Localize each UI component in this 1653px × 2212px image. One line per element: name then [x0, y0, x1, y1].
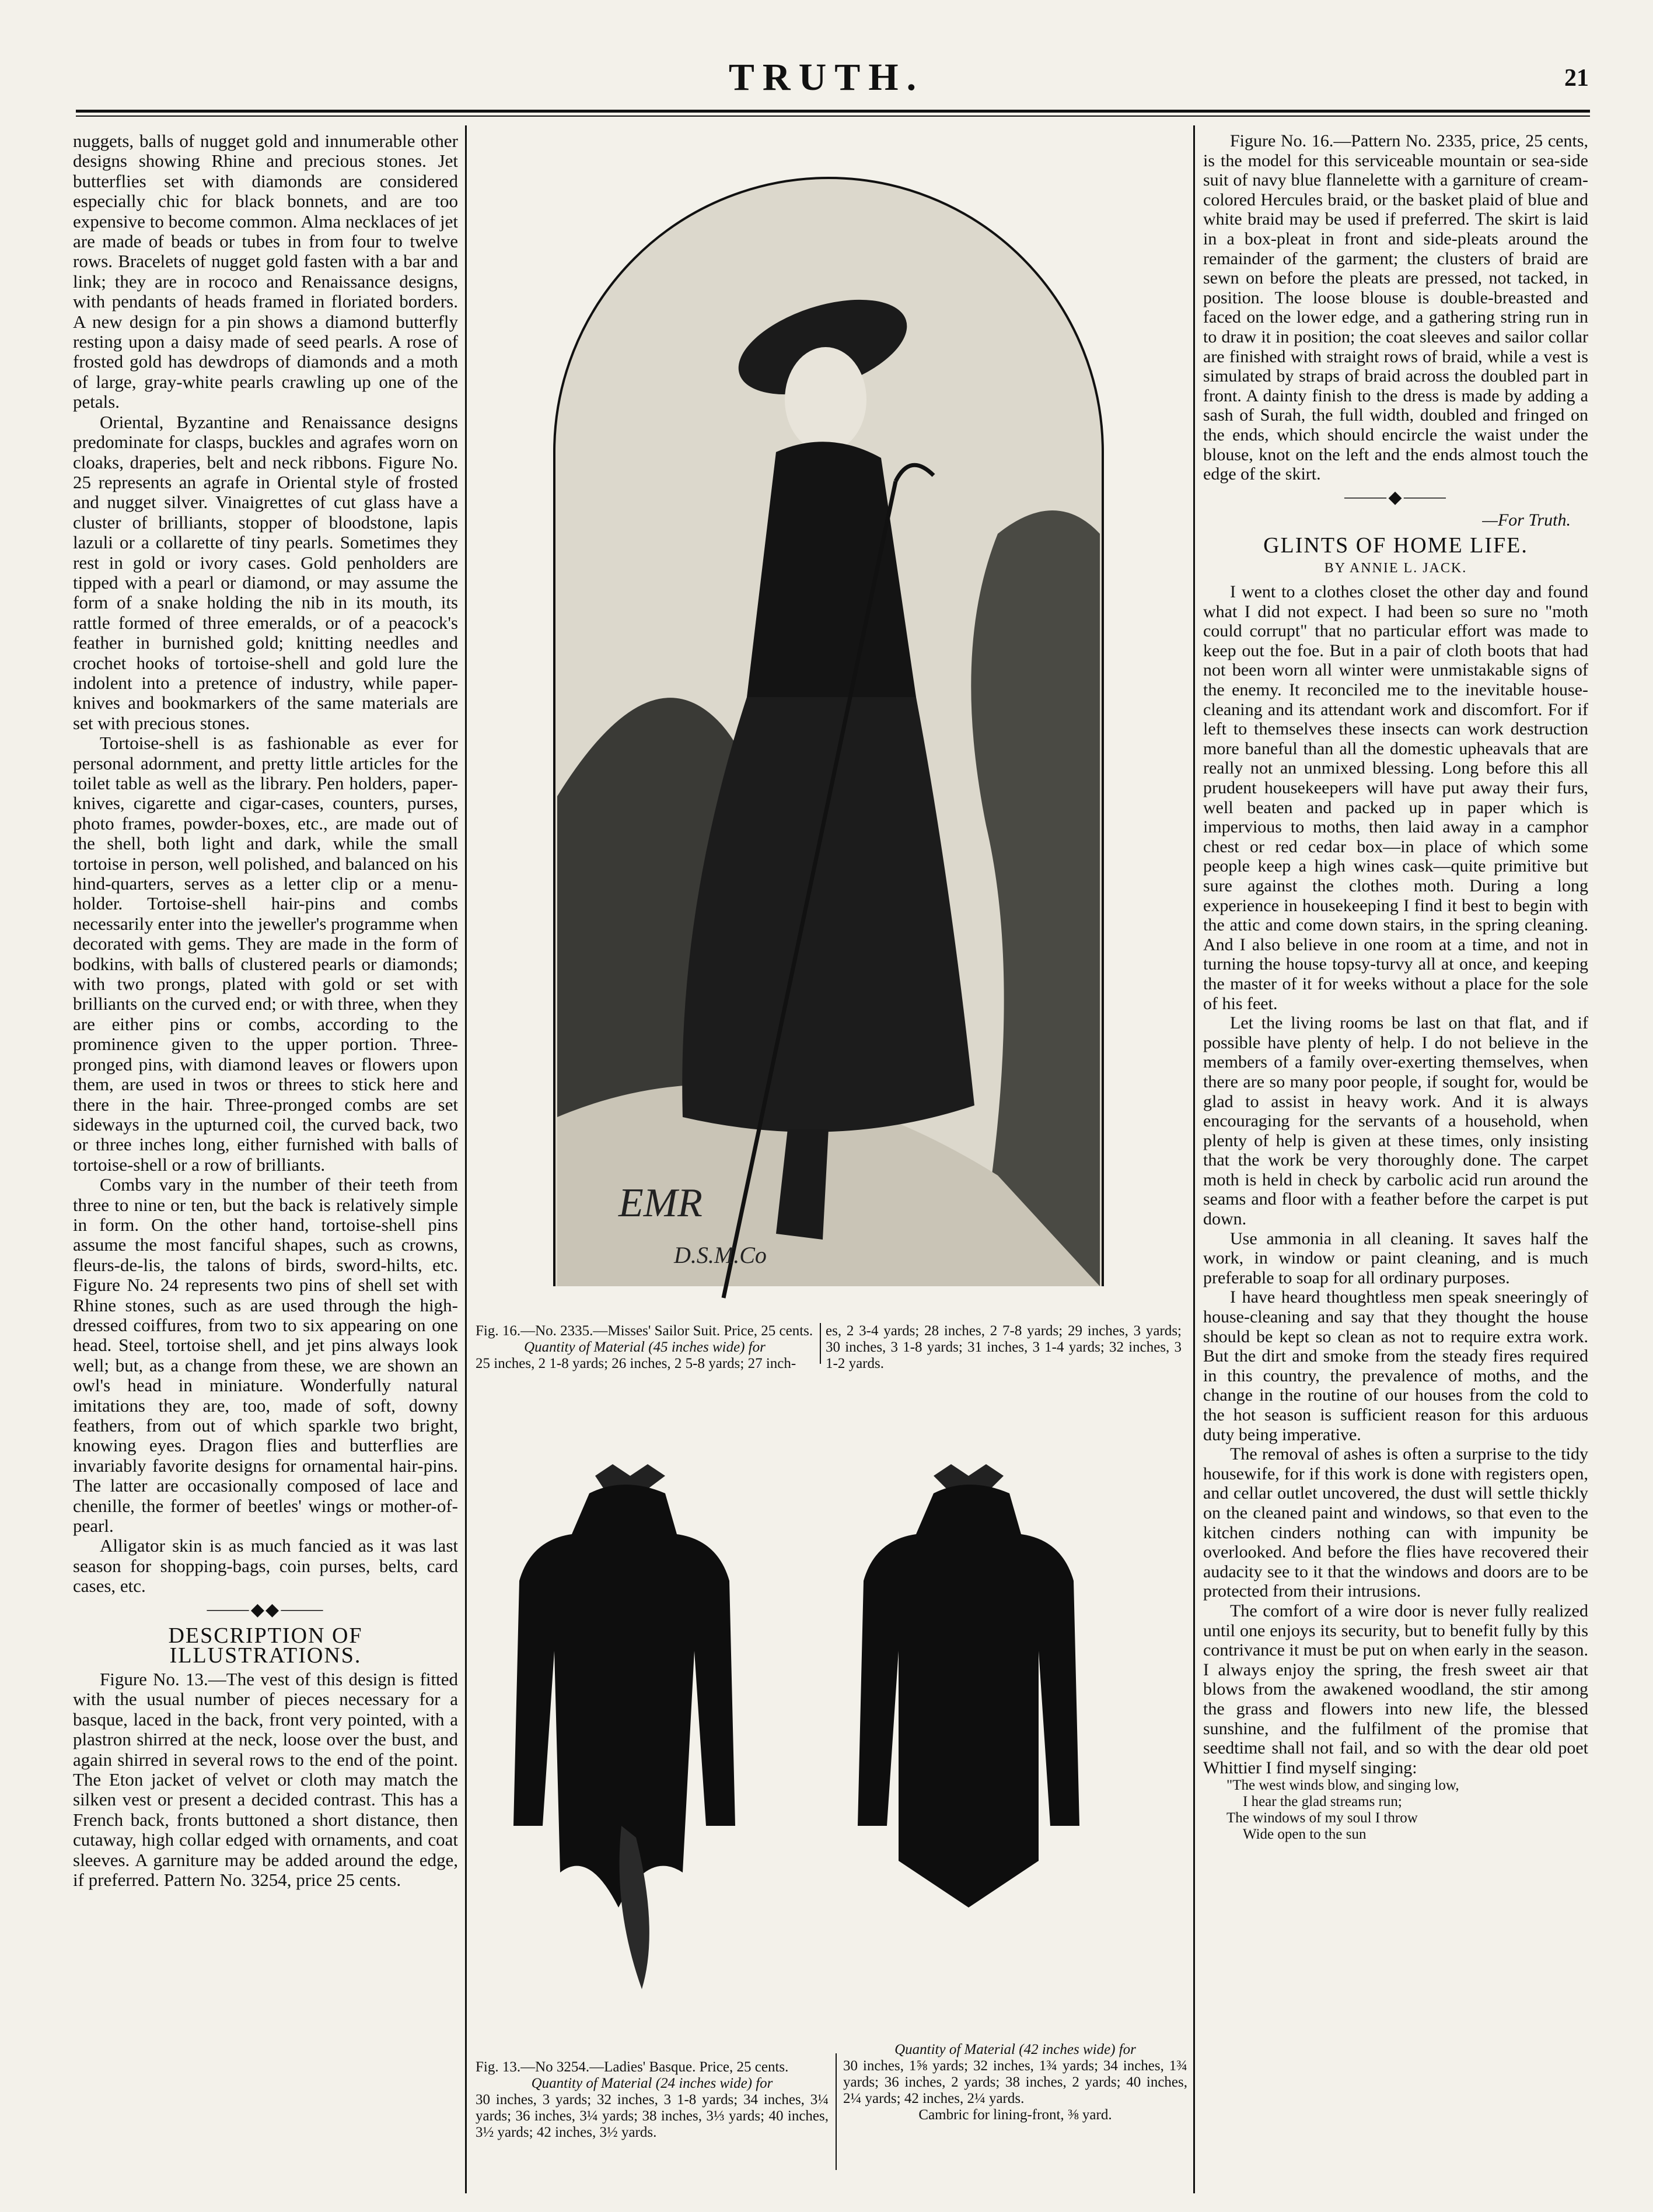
- poem-line: Wide open to the sun: [1243, 1826, 1367, 1843]
- masthead-rule-top: [76, 110, 1590, 113]
- figure-13-caption-right-material: Quantity of Material (42 inches wide) for: [894, 2042, 1136, 2057]
- figure-16-caption-left: [476, 1323, 814, 1372]
- left-paragraph: Alligator skin is as much fancied as it was last season for shopping-bags, coin purses, belts, card cases, etc.: [73, 1535, 458, 1597]
- figure-13-illustration: [473, 1464, 1187, 2030]
- left-paragraph: Combs vary in the number of their teeth from three to nine or ten, but the back is relatively simple in form. On the other hand, tortoise-shell pins assume the most fanciful shapes, such as crowns, fleurs-de-lis, the talons of birds, sword-hilts, etc. Figure No. 24 represents two pins of shell set with Rhine stones, such as are used through the high-dressed coiffures, from two to six appearing on one head. Steel, tortoise shell, and jet pins always look well; but, as a change from these, we are shown an owl's head in miniature. Wonderfully natural imitations they are, too, made of soft, downy feathers, from out of which sparkle two bright, knowing eyes. Dragon flies and butterflies are invariably favorite designs for ornamental hair-pins. The latter are occasionally composed of lace and chenille, the former of beetles' wings or mother-of-pearl.: [73, 1174, 458, 1536]
- masthead-rule-bottom: [76, 116, 1590, 117]
- poem-line: "The west winds blow, and singing low,: [1226, 1777, 1459, 1794]
- left-paragraph: Tortoise-shell is as fashionable as ever for personal adornment, and pretty little articles for the toilet table as well as the library. Pen holders, paper-knives, cigarette and cigar-cases, counters, purses, photo frames, powder-boxes, etc., are made out of the shell, both light and dark, while the small tortoise in person, well polished, and balanced on his hind-quarters, serves as a letter clip or a menu-holder. Tortoise-shell hair-pins and combs necessarily enter into the jeweller's programme when decorated with gems. They are made in the form of bodkins, with balls of clustered pearls or diamonds; with two prongs, plated with gold or set with brilliants on the curved end; or with three, when they are either pins or combs, according to the prominence given to the upper portion. Three-pronged pins, with diamond leaves or flowers upon them, are used in twos or threes to stick here and there in the hair. Three-pronged combs are set sideways in the upturned coil, the curved back, two or three inches long, either furnished with balls of tortoise-shell or a row of brilliants.: [73, 733, 458, 1175]
- article-source: —For Truth.: [1482, 510, 1571, 530]
- poem-line: The windows of my soul I throw: [1226, 1810, 1418, 1826]
- artist-signature: EMR: [618, 1181, 703, 1226]
- article-byline: BY ANNIE L. JACK.: [1324, 561, 1467, 576]
- description-paragraph: Figure No. 13.—The vest of this design is fitted with the usual number of pieces necessary for a basque, laced in the back, front very pointed, with a plastron shirred at the neck, loose over the bust, and again shirred in several rows to the end of the point. The Eton jacket of velvet or cloth may match the silken vest or present a decided contrast. This has a French back, fronts buttoned a short distance, then cutaway, high collar edged with ornaments, and coat sleeves. A garniture may be added around the edge, if preferred. Pattern No. 3254, price 25 cents.: [73, 1668, 458, 1890]
- figure-13-caption-left: [476, 2059, 829, 2141]
- figure-16-caption-material: Quantity of Material (45 inches wide) for: [524, 1339, 766, 1355]
- section-ornament: ⸻◆⸻: [1343, 487, 1448, 507]
- masthead-title: TRUTH.: [728, 56, 925, 99]
- figure-16-description: Figure No. 16.—Pattern No. 2335, price, 25 cents, is the model for this serviceable mountain or sea-side suit of navy blue flannelette with a garniture of cream-colored Hercules braid, or the basket plaid of blue and white braid may be used if preferred. The skirt is laid in a box-pleat in front and side-pleats around the remainder of the garment; the clusters of braid are sewn on before the pleats are pressed, not tacked, in position. The loose blouse is double-breasted and faced on the lower edge, and a gathering string run in to draw it in position; the coat sleeves and sailor collar are finished with straight rows of braid, while a vest is simulated by straps of braid across the doubled part in front. A dainty finish to the dress is made by adding a sash of Surah, the full width, doubled and fringed on the ends, which should encircle the waist under the blouse, knot on the left and the ends almost touch the edge of the skirt.: [1203, 131, 1588, 484]
- figure-13-caption-title: Fig. 13.—No 3254.—Ladies' Basque. Price, 25 cents.: [476, 2059, 789, 2075]
- engraver-signature: D.S.M.Co: [674, 1242, 767, 1268]
- basque-back-view: [858, 1464, 1079, 1908]
- section-ornament: ⸻◆◆⸻: [206, 1600, 325, 1619]
- poem-quote: [1226, 1777, 1588, 1843]
- left-paragraph: Oriental, Byzantine and Renaissance designs predominate for clasps, buckles and agrafes worn on cloaks, draperies, belt and neck ribbons. Figure No. 25 represents an agrafe in Oriental style of frosted and nugget silver. Vinaigrettes of cut glass have a cluster of brilliants, stopper of bloodstone, lapis lazuli or a collarette of tiny pearls. Sometimes they rest in gold or ivory cases. Gold penholders are tipped with a pearl or diamond, or may assume the form of a snake holding the nib in its mouth, its rattle formed of three emeralds, or of a peacock's feather in burnished gold; knitting needles and crochet hooks of tortoise-shell and gold lure the indolent into a pretence of industry, while paper-knives and bookmarkers of the same materials are set with precious stones.: [73, 411, 458, 733]
- right-column: [1203, 131, 1588, 2199]
- article-paragraph: The removal of ashes is often a surprise to the tidy housewife, for if this work is done with registers open, and cellar outlet uncovered, the dust will settle thickly on the cleaned paint and windows, so that even to the kitchen cinders nothing can with impunity be overlooked. And before the flies have recovered their audacity see to it that the windows and doors are to be protected from their intrusions.: [1203, 1444, 1588, 1601]
- article-paragraph: I have heard thoughtless men speak sneeringly of house-cleaning and say that they thought the house should be kept so clean as not to require extra work. But the dirt and smoke from the steady fires required in this country, the prevalence of moths, and the change in the routine of our houses from the cold to the hot season is sufficient reason for this arduous duty being imperative.: [1203, 1287, 1588, 1444]
- article-paragraph: I went to a clothes closet the other day and found what I did not expect. I had been so sure no "moth could corrupt" that no particular effort was made to keep out the foe. But in a pair of cloth boots that had not been worn all winter were unmistakable signs of the enemy. It reconciled me to the inevitable house-cleaning and its attendant work and discomfort. For if left to themselves these insects can work destruction more baneful than all the domestic upheavals that are really not an unmixed blessing. Long before this all prudent housekeepers will have put away their furs, well beaten and packed up in paper which is impervious to moths, then laid away in a camphor chest or red cedar box—in place of which some people keep a high wines cask—quite primitive but sure against the clothes moth. During a long experience in housekeeping I find it best to begin with the attic and come down stairs, in the spring cleaning. And I also believe in one room at a time, and not in turning the house topsy-turvy all at once, and keeping the master of it for weeks without a place for the sole of his feet.: [1203, 582, 1588, 1013]
- article-paragraph: Let the living rooms be last on that flat, and if possible have plenty of help. I do not believe in the members of a family over-exerting themselves, when there are so many poor people, if sought for, would be glad to assist in heavy work. And it is always encouraging for the servants of a household, when plenty of help is given at these times, only insisting that the work be very thoroughly done. The carpet moth is held in check by carbolic acid run around the seams and floor with a feather before the carpet is put down.: [1203, 1013, 1588, 1229]
- figure-16-caption-title: Fig. 16.—No. 2335.—Misses' Sailor Suit. Price, 25 cents.: [476, 1323, 813, 1339]
- basque-front-view: [513, 1464, 735, 1989]
- left-column: [73, 131, 458, 2199]
- caption-divider: [820, 1323, 821, 1364]
- figure-13-caption-material: Quantity of Material (24 inches wide) for: [531, 2076, 773, 2091]
- figure-16-caption-quantities: 25 inches, 2 1-8 yards; 26 inches, 2 5-8 yards; 27 inch-: [476, 1356, 796, 1371]
- figure-16-illustration: [473, 125, 1187, 1315]
- figure-16-caption-right: es, 2 3-4 yards; 28 inches, 2 7-8 yards; 29 inches, 3 yards; 30 inches, 3 1-8 yards; 31 inches, 3 1-4 yards; 32 inches, 3 1-2 yards.: [826, 1323, 1182, 1371]
- figure-13-caption-right: [843, 2042, 1187, 2123]
- article-heading: GLINTS OF HOME LIFE.: [1263, 533, 1528, 558]
- column-divider-left: [465, 125, 467, 2193]
- figure-13-caption-quantities: 30 inches, 3 yards; 32 inches, 3 1-8 yards; 34 inches, 3¼ yards; 36 inches, 3¼ yards; 38 inches, 3⅓ yards; 40 inches, 3½ yards; 42 inches, 3½ yards.: [476, 2092, 829, 2140]
- poem-line: I hear the glad streams run;: [1243, 1794, 1402, 1810]
- section-heading: DESCRIPTION OF ILLUSTRATIONS.: [168, 1623, 363, 1668]
- figure-13-caption-right-quantities: 30 inches, 1⅝ yards; 32 inches, 1¾ yards; 34 inches, 1¾ yards; 36 inches, 2 yards; 38 inches, 2 yards; 40 inches, 2¼ yards; 42 inches, 2¼ yards.: [843, 2058, 1187, 2106]
- left-paragraph: nuggets, balls of nugget gold and innumerable other designs showing Rhine and precious stones. Jet butterflies set with diamonds are considered especially chic for black bonnets, and are too expensive to become common. Alma necklaces of jet are made of beads or tubes in from four to twelve rows. Bracelets of nugget gold fasten with a bar and link; they are in rococo and Renaissance designs, with pendants of heads framed in floriated borders. A new design for a pin shows a diamond butterfly resting upon a daisy made of seed pearls. A rose of frosted gold has dewdrops of diamonds and a moth of large, gray-white pearls crawling up one of the petals.: [73, 131, 458, 412]
- article-paragraph: Use ammonia in all cleaning. It saves half the work, in window or paint cleaning, and is much preferable to soap for all ordinary purposes.: [1203, 1228, 1588, 1287]
- caption-divider: [836, 2053, 837, 2170]
- figure-13-caption-cambric: Cambric for lining-front, ⅜ yard.: [918, 2107, 1112, 2123]
- page-number: 21: [1564, 65, 1589, 92]
- column-divider-right: [1193, 125, 1195, 2193]
- article-paragraph: The comfort of a wire door is never fully realized until one enjoys its security, but to benefit fully by this contrivance it must be put on when early in the season. I always enjoy the spring, the fresh sweet air that blows from the awakened woodland, the stir among the grass and flowers into new life, the blessed sunshine, and the fulfilment of the promise that seedtime shall not fail, and so with the dear old poet Whittier I find myself singing:: [1203, 1601, 1588, 1777]
